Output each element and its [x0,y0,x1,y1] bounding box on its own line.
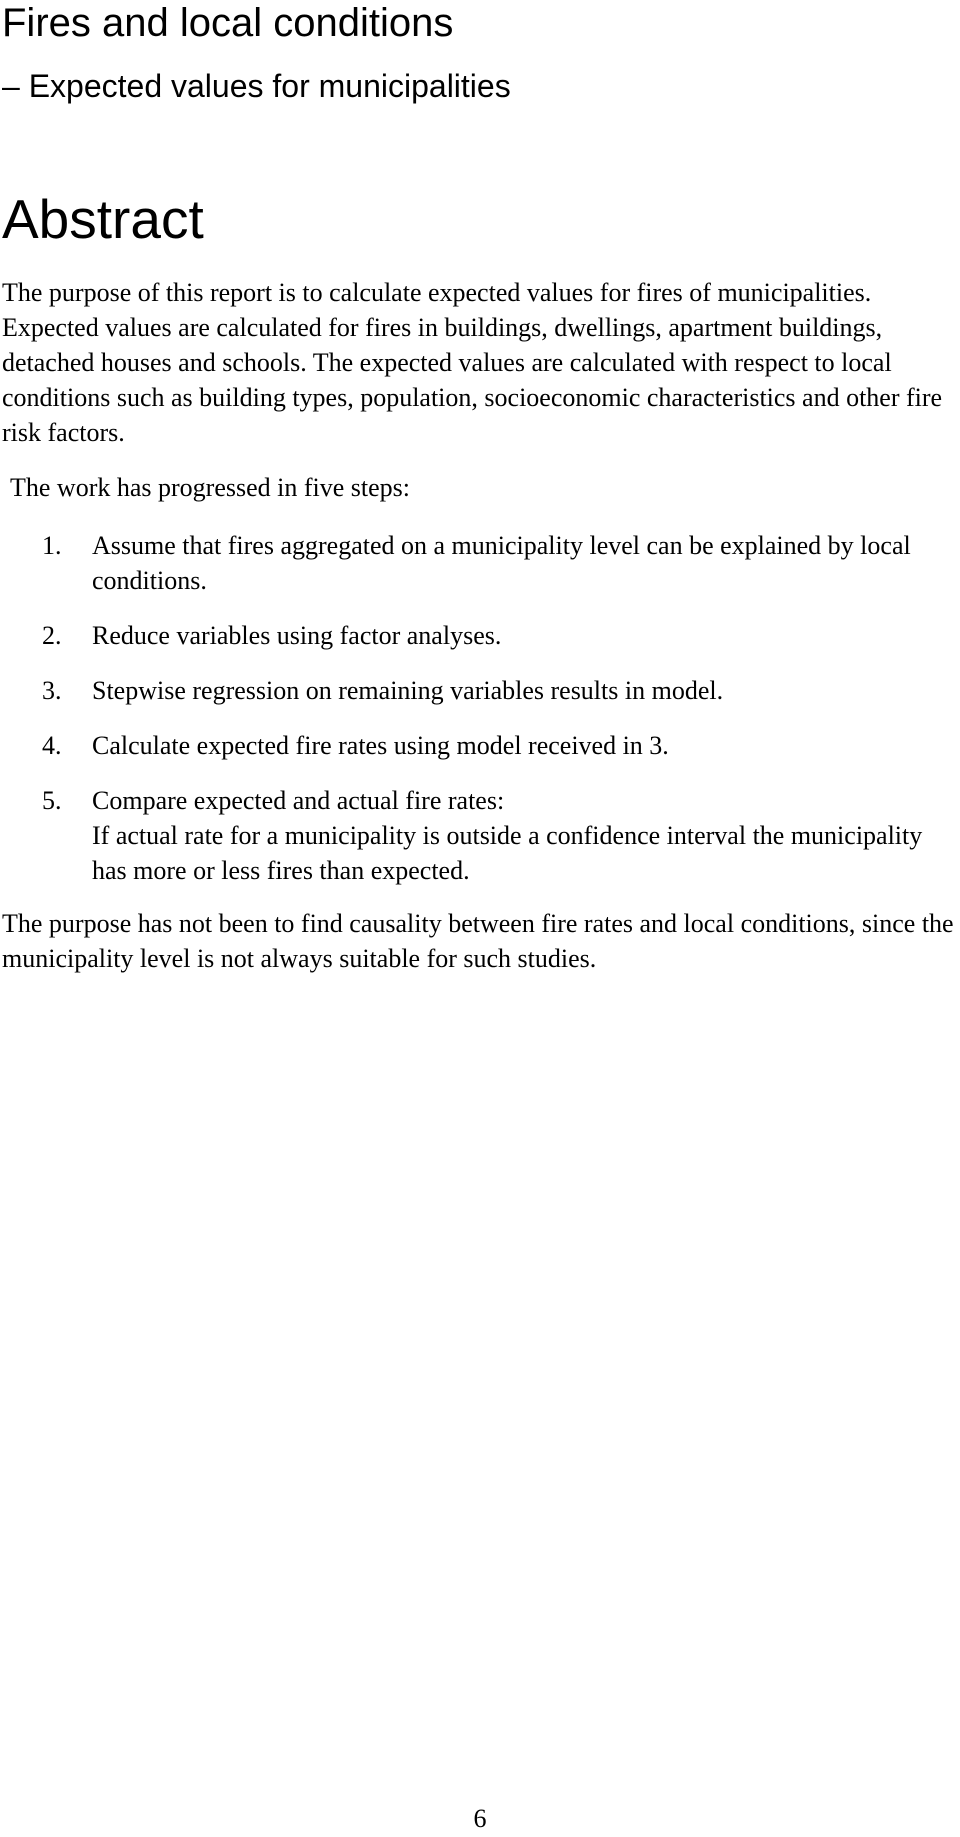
step-number: 2. [42,621,62,650]
document-subtitle: – Expected values for municipalities [2,68,511,104]
step-continuation-text: If actual rate for a municipality is outside a confidence interval the municipality has more or less fires than expected. [92,821,923,885]
step-number: 5. [42,786,62,815]
list-item [0,618,952,653]
step-text: Compare expected and actual fire rates: [92,786,505,815]
conclusion-paragraph: The purpose has not been to find causality between fire rates and local conditions, since the municipality level is not always suitable for such studies. [2,909,954,973]
abstract-paragraph: The purpose of this report is to calculate expected values for fires of municipalities. Expected values are calculated for fires in buildings, dwellings, apartment buildings, detached houses and schools. The expected values are calculated with respect to local conditions such as building types, population, socioeconomic characteristics and other fire risk factors. [2,278,943,447]
section-heading-abstract: Abstract [2,188,204,250]
list-item [0,673,952,708]
list-item [0,783,952,888]
step-text: Assume that fires aggregated on a municipality level can be explained by local conditions. [92,531,911,595]
step-number: 3. [42,676,62,705]
step-text: Reduce variables using factor analyses. [92,621,502,650]
steps-list [0,528,960,908]
page-number: 6 [473,1804,487,1833]
list-item [0,728,952,763]
list-item [0,528,952,598]
step-number: 1. [42,531,62,560]
step-text: Stepwise regression on remaining variables results in model. [92,676,724,705]
steps-intro: The work has progressed in five steps: [10,473,411,502]
step-text: Calculate expected fire rates using model received in 3. [92,731,669,760]
step-number: 4. [42,731,62,760]
document-title: Fires and local conditions [2,1,454,45]
